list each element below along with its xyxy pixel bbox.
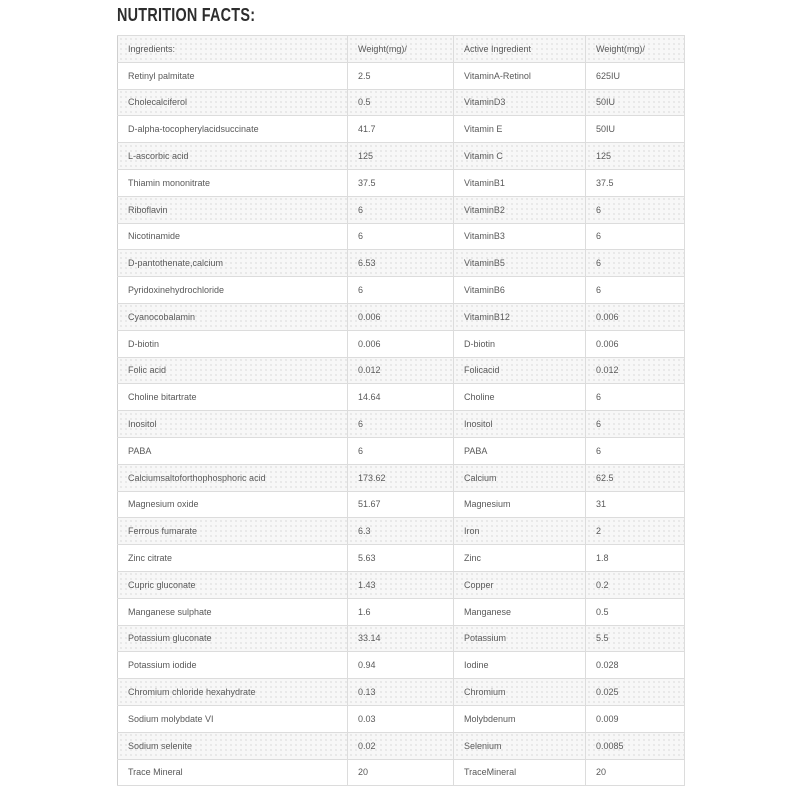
active-ingredient-cell: VitaminB1	[454, 169, 586, 196]
active-weight-cell: 6	[586, 411, 685, 438]
active-ingredient-cell: VitaminB5	[454, 250, 586, 277]
table-row	[118, 223, 685, 250]
table-row	[118, 303, 685, 330]
ingredient-name-cell: Potassium gluconate	[118, 625, 348, 652]
table-row	[118, 250, 685, 277]
active-ingredient-cell: Magnesium	[454, 491, 586, 518]
ingredient-weight-cell: 6	[348, 223, 454, 250]
ingredient-name-cell: Retinyl palmitate	[118, 62, 348, 89]
table-row	[118, 196, 685, 223]
active-ingredient-cell: Inositol	[454, 411, 586, 438]
active-ingredient-cell: D-biotin	[454, 330, 586, 357]
active-weight-cell: 0.009	[586, 705, 685, 732]
ingredient-name-cell: Cupric gluconate	[118, 571, 348, 598]
ingredient-weight-cell: 14.64	[348, 384, 454, 411]
table-row	[118, 116, 685, 143]
table-row	[118, 464, 685, 491]
ingredient-name-cell: D-alpha-tocopherylacidsuccinate	[118, 116, 348, 143]
ingredient-name-cell: Pyridoxinehydrochloride	[118, 277, 348, 304]
ingredient-weight-cell: 37.5	[348, 169, 454, 196]
table-body	[118, 62, 685, 786]
active-ingredient-cell: Folicacid	[454, 357, 586, 384]
table-row	[118, 357, 685, 384]
active-weight-cell: 5.5	[586, 625, 685, 652]
table-row	[118, 384, 685, 411]
column-header-active-weight: Weight(mg)/	[586, 36, 685, 63]
table-row	[118, 89, 685, 116]
ingredient-weight-cell: 5.63	[348, 545, 454, 572]
table-row	[118, 598, 685, 625]
active-weight-cell: 0.5	[586, 598, 685, 625]
ingredient-name-cell: Cholecalciferol	[118, 89, 348, 116]
ingredient-weight-cell: 125	[348, 143, 454, 170]
table-header-row	[118, 36, 685, 63]
active-ingredient-cell: Vitamin C	[454, 143, 586, 170]
active-ingredient-cell: Manganese	[454, 598, 586, 625]
active-weight-cell: 0.006	[586, 330, 685, 357]
active-ingredient-cell: VitaminB2	[454, 196, 586, 223]
ingredient-name-cell: Thiamin mononitrate	[118, 169, 348, 196]
table-row	[118, 545, 685, 572]
column-header-weight: Weight(mg)/	[348, 36, 454, 63]
ingredient-weight-cell: 6	[348, 411, 454, 438]
active-weight-cell: 625IU	[586, 62, 685, 89]
ingredient-name-cell: L-ascorbic acid	[118, 143, 348, 170]
table-row	[118, 625, 685, 652]
ingredient-weight-cell: 2.5	[348, 62, 454, 89]
active-weight-cell: 50IU	[586, 89, 685, 116]
ingredient-weight-cell: 0.94	[348, 652, 454, 679]
ingredient-name-cell: Chromium chloride hexahydrate	[118, 679, 348, 706]
active-ingredient-cell: Iodine	[454, 652, 586, 679]
table-header	[118, 36, 685, 63]
ingredient-name-cell: Potassium iodide	[118, 652, 348, 679]
active-weight-cell: 2	[586, 518, 685, 545]
ingredient-name-cell: Manganese sulphate	[118, 598, 348, 625]
ingredient-weight-cell: 0.5	[348, 89, 454, 116]
active-weight-cell: 0.028	[586, 652, 685, 679]
active-ingredient-cell: Chromium	[454, 679, 586, 706]
ingredient-weight-cell: 0.03	[348, 705, 454, 732]
table-row	[118, 169, 685, 196]
active-ingredient-cell: VitaminB3	[454, 223, 586, 250]
ingredient-weight-cell: 173.62	[348, 464, 454, 491]
ingredient-weight-cell: 0.13	[348, 679, 454, 706]
table-row	[118, 571, 685, 598]
table-row	[118, 759, 685, 786]
active-weight-cell: 6	[586, 196, 685, 223]
ingredient-weight-cell: 41.7	[348, 116, 454, 143]
nutrition-facts-table	[117, 35, 685, 786]
ingredient-weight-cell: 0.012	[348, 357, 454, 384]
active-weight-cell: 0.025	[586, 679, 685, 706]
ingredient-weight-cell: 0.02	[348, 732, 454, 759]
ingredient-name-cell: Sodium selenite	[118, 732, 348, 759]
active-ingredient-cell: VitaminA-Retinol	[454, 62, 586, 89]
active-ingredient-cell: Iron	[454, 518, 586, 545]
ingredient-name-cell: Riboflavin	[118, 196, 348, 223]
table-row	[118, 143, 685, 170]
ingredient-name-cell: Magnesium oxide	[118, 491, 348, 518]
active-ingredient-cell: Vitamin E	[454, 116, 586, 143]
ingredient-weight-cell: 33.14	[348, 625, 454, 652]
active-weight-cell: 0.2	[586, 571, 685, 598]
active-ingredient-cell: VitaminD3	[454, 89, 586, 116]
active-weight-cell: 0.0085	[586, 732, 685, 759]
ingredient-name-cell: Choline bitartrate	[118, 384, 348, 411]
active-weight-cell: 6	[586, 437, 685, 464]
ingredient-name-cell: D-biotin	[118, 330, 348, 357]
ingredient-weight-cell: 0.006	[348, 330, 454, 357]
active-weight-cell: 6	[586, 223, 685, 250]
active-weight-cell: 6	[586, 277, 685, 304]
ingredient-weight-cell: 6.53	[348, 250, 454, 277]
table-row	[118, 411, 685, 438]
ingredient-name-cell: D-pantothenate,calcium	[118, 250, 348, 277]
ingredient-weight-cell: 6	[348, 437, 454, 464]
ingredient-name-cell: Calciumsaltoforthophosphoric acid	[118, 464, 348, 491]
table-row	[118, 277, 685, 304]
ingredient-weight-cell: 1.43	[348, 571, 454, 598]
table-row	[118, 652, 685, 679]
table-row	[118, 679, 685, 706]
active-ingredient-cell: Selenium	[454, 732, 586, 759]
table-row	[118, 491, 685, 518]
ingredient-weight-cell: 0.006	[348, 303, 454, 330]
active-ingredient-cell: Molybdenum	[454, 705, 586, 732]
table-row	[118, 705, 685, 732]
active-ingredient-cell: Calcium	[454, 464, 586, 491]
active-weight-cell: 31	[586, 491, 685, 518]
active-weight-cell: 6	[586, 384, 685, 411]
table-row	[118, 732, 685, 759]
ingredient-weight-cell: 20	[348, 759, 454, 786]
active-ingredient-cell: VitaminB12	[454, 303, 586, 330]
ingredient-weight-cell: 6	[348, 277, 454, 304]
active-weight-cell: 20	[586, 759, 685, 786]
ingredient-name-cell: Zinc citrate	[118, 545, 348, 572]
ingredient-name-cell: Inositol	[118, 411, 348, 438]
ingredient-name-cell: PABA	[118, 437, 348, 464]
table-row	[118, 437, 685, 464]
active-ingredient-cell: VitaminB6	[454, 277, 586, 304]
ingredient-name-cell: Cyanocobalamin	[118, 303, 348, 330]
active-weight-cell: 50IU	[586, 116, 685, 143]
ingredient-name-cell: Ferrous fumarate	[118, 518, 348, 545]
active-ingredient-cell: Zinc	[454, 545, 586, 572]
table-row	[118, 330, 685, 357]
active-ingredient-cell: PABA	[454, 437, 586, 464]
ingredient-name-cell: Trace Mineral	[118, 759, 348, 786]
active-ingredient-cell: Potassium	[454, 625, 586, 652]
column-header-active-ingredient: Active Ingredient	[454, 36, 586, 63]
active-weight-cell: 62.5	[586, 464, 685, 491]
active-ingredient-cell: TraceMineral	[454, 759, 586, 786]
ingredient-weight-cell: 51.67	[348, 491, 454, 518]
active-weight-cell: 0.006	[586, 303, 685, 330]
active-weight-cell: 37.5	[586, 169, 685, 196]
active-weight-cell: 1.8	[586, 545, 685, 572]
ingredient-weight-cell: 1.6	[348, 598, 454, 625]
active-ingredient-cell: Copper	[454, 571, 586, 598]
active-weight-cell: 0.012	[586, 357, 685, 384]
column-header-ingredients: Ingredients:	[118, 36, 348, 63]
ingredient-name-cell: Sodium molybdate VI	[118, 705, 348, 732]
table-row	[118, 62, 685, 89]
ingredient-name-cell: Nicotinamide	[118, 223, 348, 250]
page-title: NUTRITION FACTS:	[117, 5, 256, 25]
ingredient-weight-cell: 6	[348, 196, 454, 223]
active-ingredient-cell: Choline	[454, 384, 586, 411]
active-weight-cell: 125	[586, 143, 685, 170]
table-row	[118, 518, 685, 545]
ingredient-name-cell: Folic acid	[118, 357, 348, 384]
active-weight-cell: 6	[586, 250, 685, 277]
ingredient-weight-cell: 6.3	[348, 518, 454, 545]
